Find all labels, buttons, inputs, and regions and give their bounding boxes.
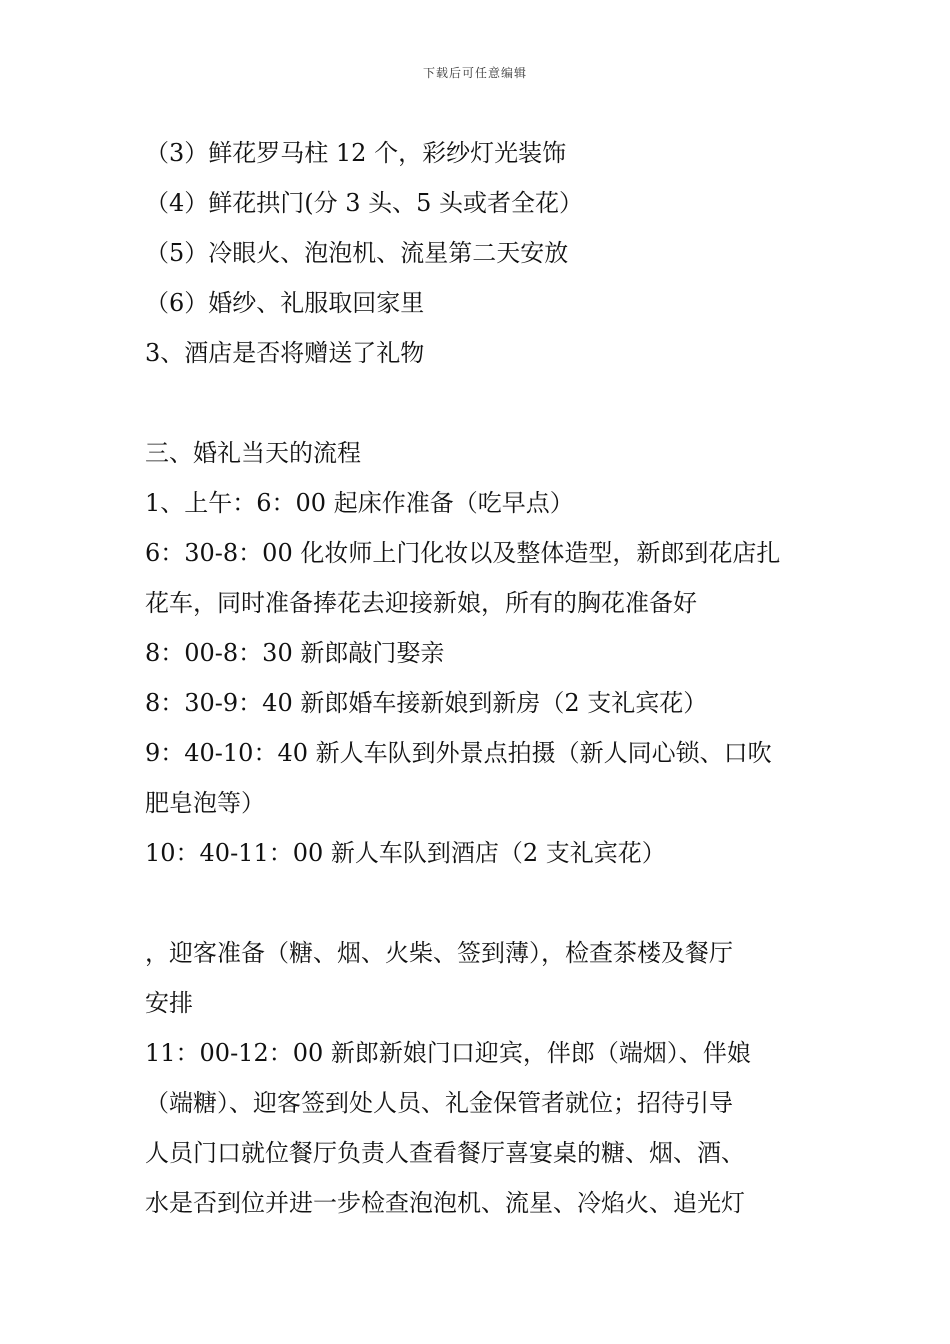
text-line: 3、酒店是否将赠送了礼物 bbox=[145, 339, 425, 367]
text-line: 安排 bbox=[145, 989, 193, 1017]
text-line: 水是否到位并进一步检查泡泡机、流星、冷焰火、追光灯 bbox=[145, 1189, 745, 1217]
text-line: （5）冷眼火、泡泡机、流星第二天安放 bbox=[145, 239, 569, 267]
document-body bbox=[145, 128, 825, 1228]
text-line: 8：30-9：40 新郎婚车接新娘到新房（2 支礼宾花） bbox=[145, 689, 708, 717]
text-line: 10：40-11：00 新人车队到酒店（2 支礼宾花） bbox=[145, 839, 666, 867]
text-line: 8：00-8：30 新郎敲门娶亲 bbox=[145, 639, 445, 667]
text-line: （6）婚纱、礼服取回家里 bbox=[145, 289, 425, 317]
text-line: 花车，同时准备捧花去迎接新娘，所有的胸花准备好 bbox=[145, 589, 697, 617]
text-line: 6：30-8：00 化妆师上门化妆以及整体造型，新郎到花店扎 bbox=[145, 539, 781, 567]
text-line: （3）鲜花罗马柱 12 个，彩纱灯光装饰 bbox=[145, 139, 567, 167]
text-line: 9：40-10：40 新人车队到外景点拍摄（新人同心锁、口吹 bbox=[145, 739, 772, 767]
blank-line bbox=[145, 878, 825, 928]
text-line: ，迎客准备（糖、烟、火柴、签到薄），检查茶楼及餐厅 bbox=[145, 939, 733, 967]
text-line: 人员门口就位餐厅负责人查看餐厅喜宴桌的糖、烟、酒、 bbox=[145, 1139, 745, 1167]
text-line: 1、上午：6：00 起床作准备（吃早点） bbox=[145, 489, 574, 517]
text-line: （端糖）、迎客签到处人员、礼金保管者就位；招待引导 bbox=[145, 1089, 733, 1117]
page-header: 下载后可任意编辑 bbox=[422, 66, 527, 80]
text-line: （4）鲜花拱门(分 3 头、5 头或者全花） bbox=[145, 189, 584, 217]
blank-line bbox=[145, 378, 825, 428]
text-line: 肥皂泡等） bbox=[145, 789, 265, 817]
text-line: 11：00-12：00 新郎新娘门口迎宾，伴郎（端烟）、伴娘 bbox=[145, 1039, 751, 1067]
section-heading: 三、婚礼当天的流程 bbox=[145, 439, 361, 467]
